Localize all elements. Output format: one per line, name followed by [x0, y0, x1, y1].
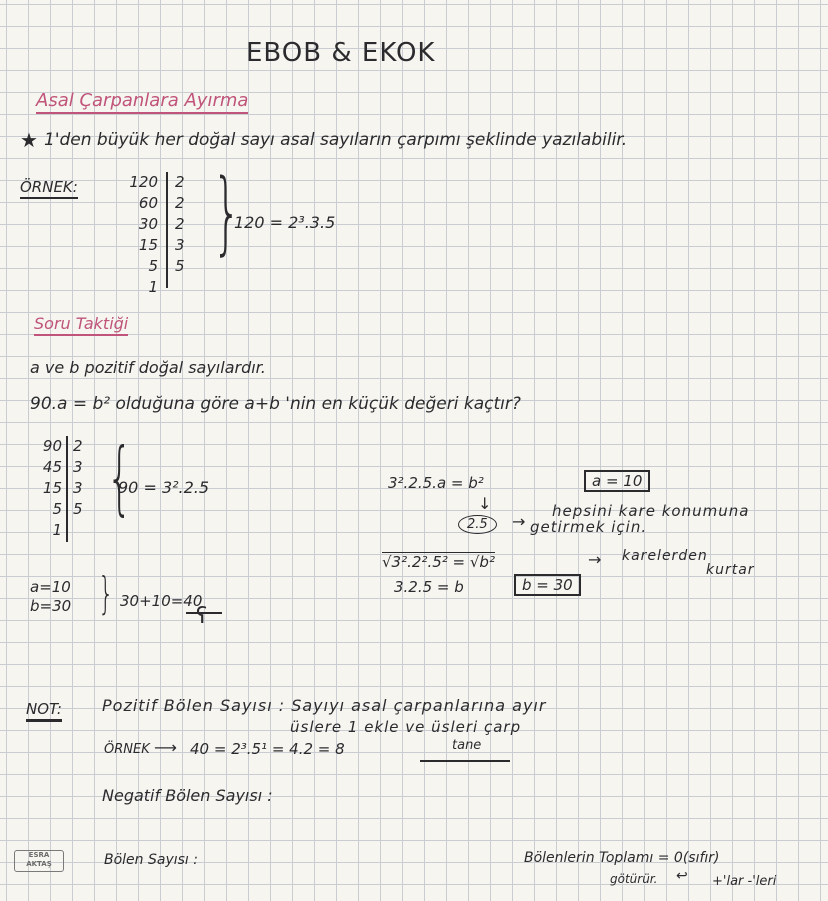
factorization-result: 120 = 2³.3.5 [234, 213, 336, 232]
arrow-right: → [512, 512, 526, 531]
ladder-number: 5 [52, 500, 62, 518]
answer-b-box: b = 30 [514, 574, 581, 596]
value-b: b=30 [30, 597, 72, 615]
question-line-2: 90.a = b² olduğuna göre a+b 'nin en küçük değeri kaçtır? [30, 394, 521, 414]
values-group [30, 578, 71, 616]
circled-term: 2.5 [458, 515, 497, 534]
sqrt-note-line-1: karelerden [622, 548, 708, 564]
ladder-factor: 2 [73, 437, 83, 455]
answer-a-box: a = 10 [584, 470, 650, 492]
sqrt-note-line-2: kurtar [706, 562, 755, 578]
equation: 3².2.5.a = b² [388, 474, 484, 492]
ladder-factor: 3 [73, 479, 83, 497]
note-line-2: getirmek için. [530, 518, 648, 536]
division-ladder-120-numbers [122, 172, 158, 298]
divisor-sum-sub-right: +'lar -'leri [712, 874, 777, 889]
arrow-left: ↩ [676, 868, 688, 884]
division-ladder-120-factors [175, 172, 185, 277]
check-mark: ʕ [196, 604, 208, 629]
star-bullet: ★ [20, 128, 38, 152]
down-arrow: ↓ [478, 494, 492, 513]
ladder-number: 1 [52, 521, 62, 539]
right-brace: } [212, 160, 241, 265]
ladder-number: 15 [42, 479, 62, 497]
ladder-factor: 5 [175, 257, 185, 275]
ladder-number: 60 [138, 194, 158, 212]
example-label: ÖRNEK: [20, 178, 78, 199]
ladder-number: 120 [129, 173, 158, 191]
arrow-right: → [588, 550, 602, 569]
division-ladder-90-factors [73, 436, 83, 520]
example-label-2: ÖRNEK [104, 742, 150, 757]
note-label: NOT: [26, 700, 62, 722]
ladder-factor: 3 [175, 236, 185, 254]
ladder-number: 45 [42, 458, 62, 476]
value-a: a=10 [30, 578, 71, 596]
ladder-number: 1 [148, 278, 158, 296]
note-text-line-2: üslere 1 ekle ve üsleri çarp [290, 718, 522, 736]
divisor-sum-sub-left: götürür. [610, 872, 658, 886]
divisor-sum-label: Bölenlerin Toplamı = 0(sıfır) [524, 850, 720, 866]
page-title: EBOB & EKOK [246, 38, 436, 68]
note-text-line-1: Pozitif Bölen Sayısı : Sayıyı asal çarpanlarına ayır [102, 696, 547, 715]
ladder-factor: 2 [175, 194, 185, 212]
ladder-number: 15 [138, 236, 158, 254]
division-ladder-90-numbers [38, 436, 62, 541]
negative-divisor-label: Negatif Bölen Sayısı : [102, 786, 273, 805]
ladder-number: 5 [148, 257, 158, 275]
ladder-factor: 3 [73, 458, 83, 476]
ladder-factor: 2 [175, 215, 185, 233]
rule-text: 1'den büyük her doğal sayı asal sayıların çarpımı şeklinde yazılabilir. [44, 130, 628, 150]
watermark-logo [14, 850, 64, 872]
section-heading-question-tactic: Soru Taktiği [34, 314, 128, 336]
ladder-divider [66, 436, 68, 542]
example-unit: tane [452, 738, 482, 753]
example-underline [420, 760, 510, 762]
section-heading-prime-factorization: Asal Çarpanlara Ayırma [36, 90, 248, 114]
product: 3.2.5 = b [394, 578, 464, 596]
ladder-number: 90 [42, 437, 62, 455]
note-line-1: hepsini kare konumuna [552, 502, 750, 520]
factorization-90: 90 = 3².2.5 [118, 478, 210, 497]
divisor-count-label: Bölen Sayısı : [104, 852, 198, 868]
sum-result: 30+10=40 [120, 592, 203, 610]
example-40: 40 = 2³.5¹ = 4.2 = 8 [190, 740, 345, 758]
long-arrow: ⟶ [154, 738, 177, 757]
question-line-1: a ve b pozitif doğal sayılardır. [30, 358, 266, 377]
right-brace: } [98, 568, 114, 619]
sqrt-expression: √3².2².5² = √b² [382, 553, 495, 571]
ladder-factor: 5 [73, 500, 83, 518]
ladder-factor: 2 [175, 173, 185, 191]
watermark-text: ESRA AKTAŞ [26, 851, 52, 868]
right-brace: { [106, 431, 133, 524]
ladder-number: 30 [138, 215, 158, 233]
ladder-divider [166, 172, 168, 288]
